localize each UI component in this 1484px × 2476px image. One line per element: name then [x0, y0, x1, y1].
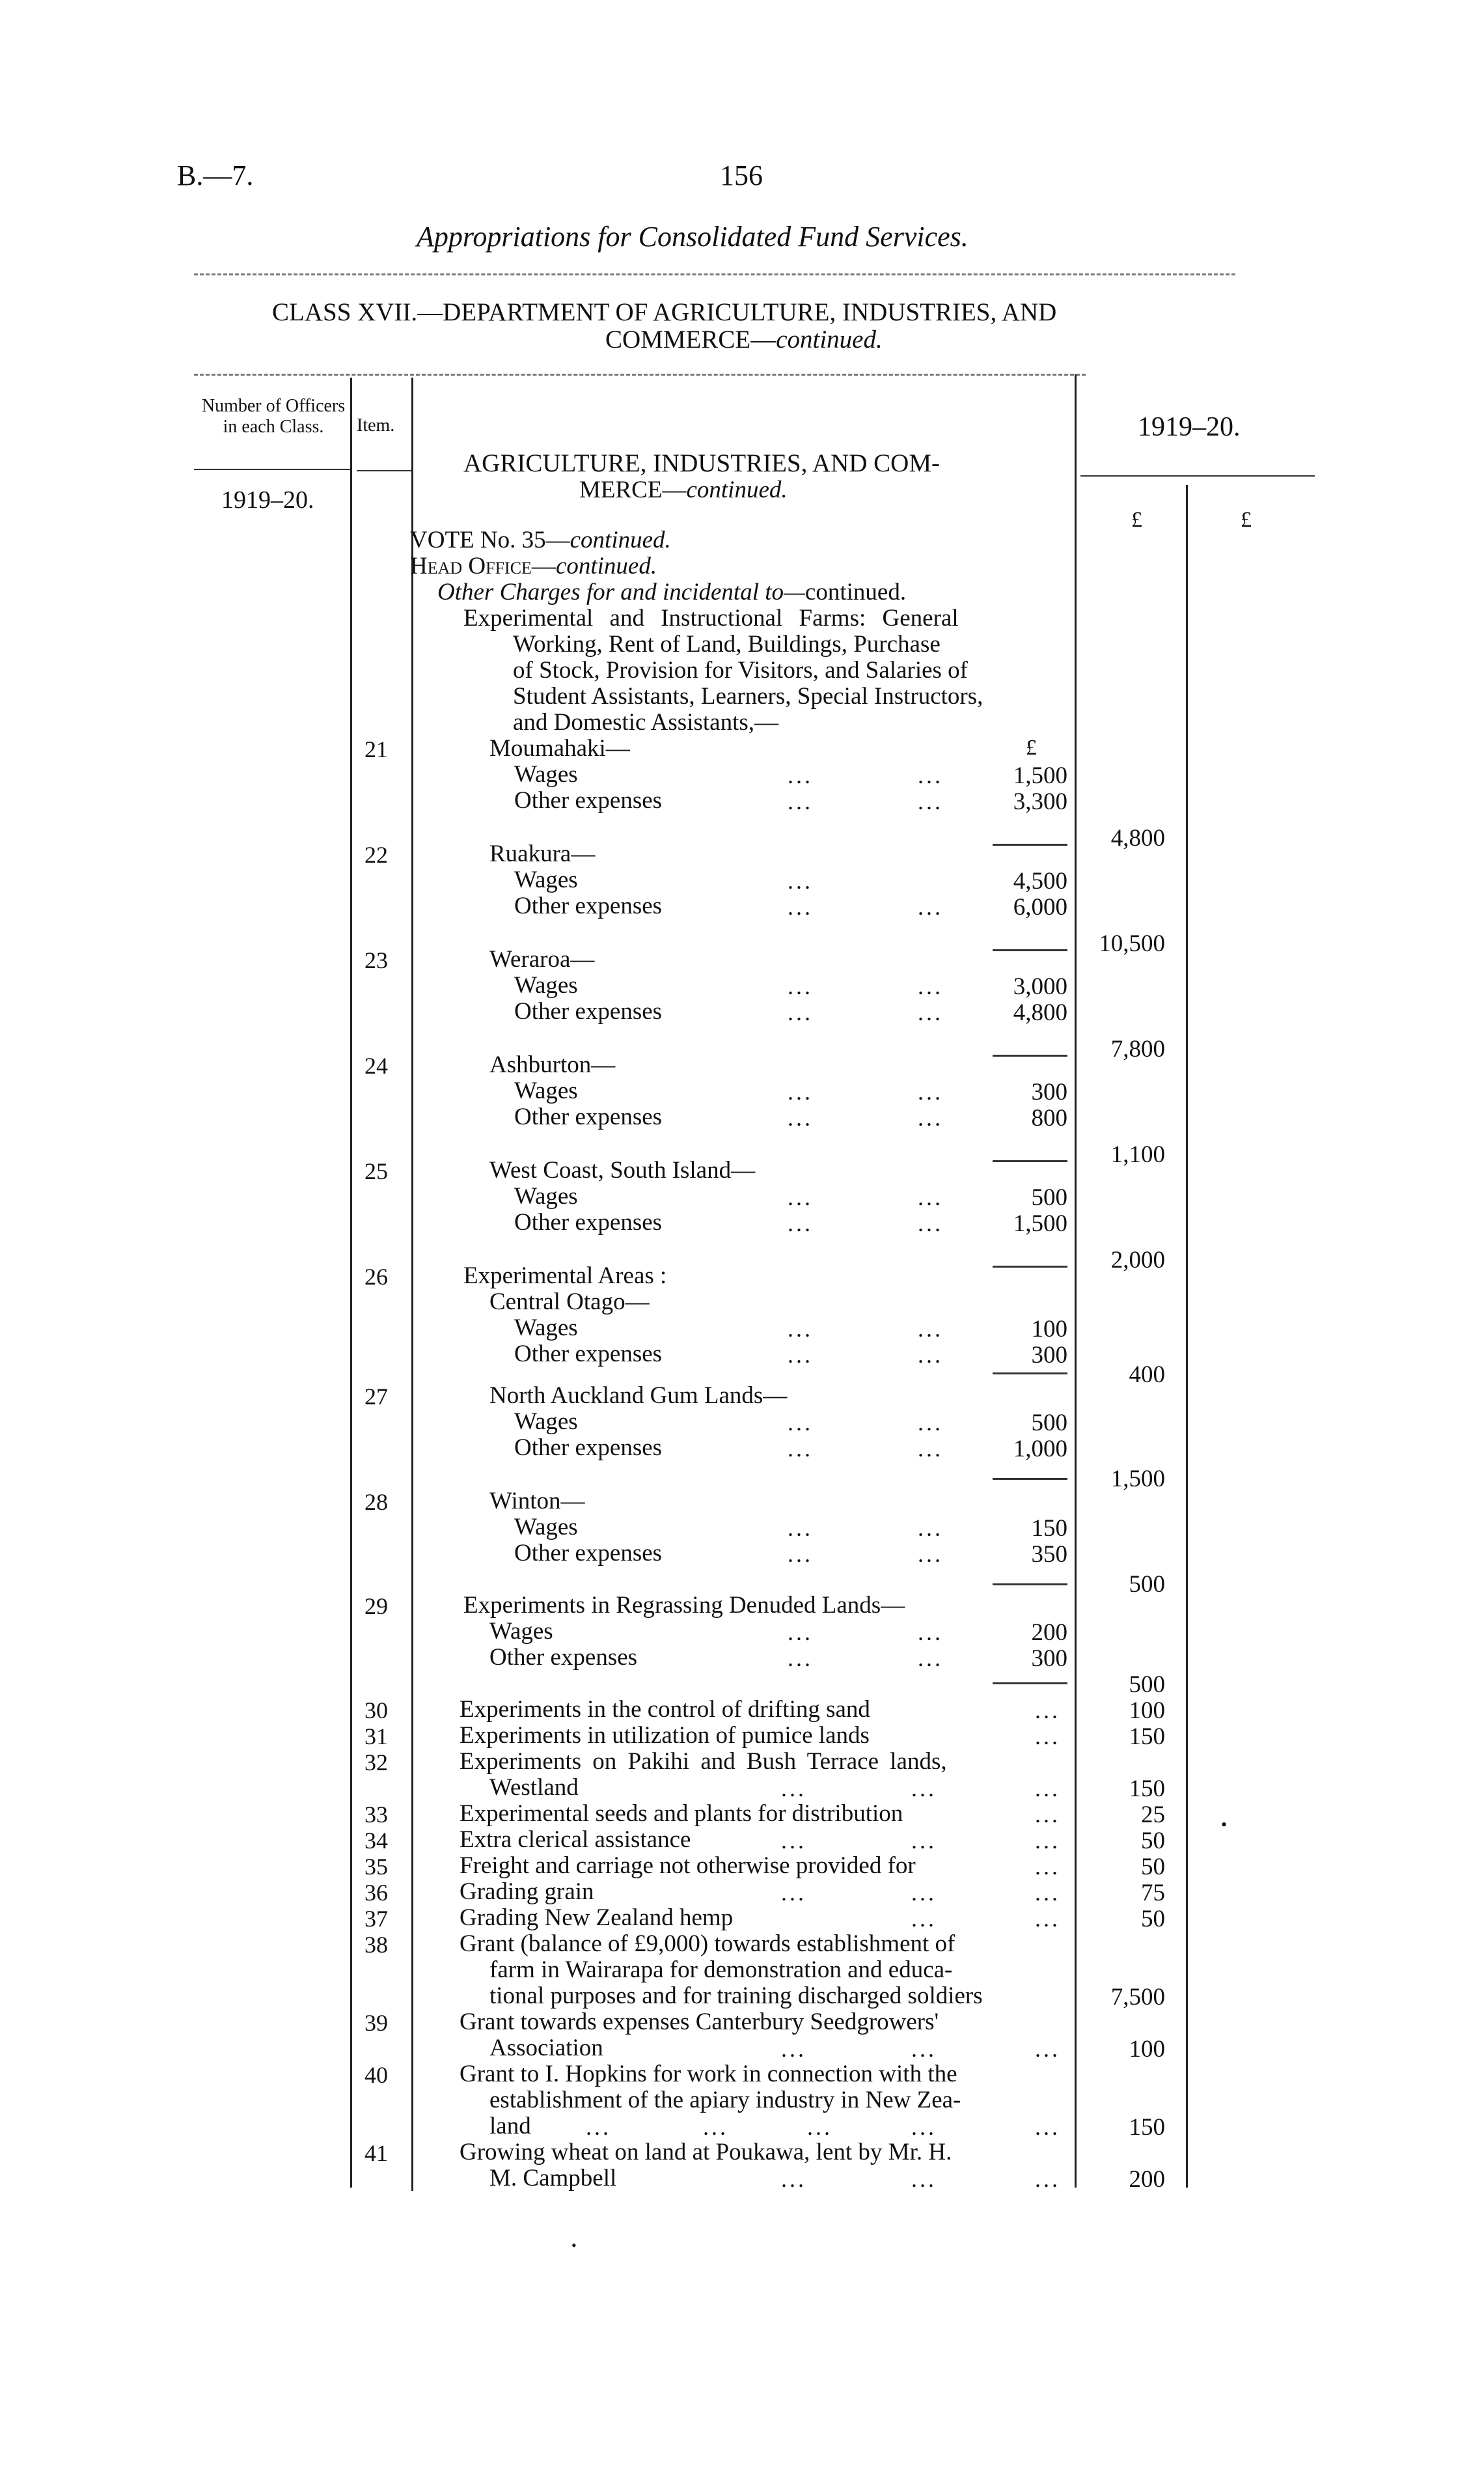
item-header-rule [357, 470, 412, 471]
officers-header-rule [194, 469, 350, 470]
leader-dots: ... [918, 1342, 943, 1368]
leader-dots: ... [788, 1410, 813, 1436]
leader-dots: ... [703, 2114, 728, 2140]
item-description: Grant to I. Hopkins for work in connection with the [460, 2061, 957, 2087]
other-amount: 1,500 [1013, 1210, 1067, 1237]
wages-label: Wages [514, 1183, 578, 1210]
leader-dots: ... [918, 894, 943, 920]
class-dashed-rule [194, 374, 1086, 376]
leader-dots: ... [788, 1541, 813, 1567]
item-description: Grading grain [460, 1878, 594, 1905]
other-amount: 3,300 [1013, 788, 1067, 815]
wages-label: Wages [489, 1618, 553, 1645]
wages-label: Wages [514, 867, 578, 893]
leader-dots: ... [918, 999, 943, 1025]
item-number: 39 [364, 2010, 388, 2036]
leader-dots: ... [918, 1619, 943, 1645]
item-total: 7,800 [1110, 1036, 1165, 1063]
item-description-cont: Westland [489, 1774, 579, 1801]
total-column-rule [1186, 485, 1188, 2188]
item-description: Freight and carriage not otherwise provided for [460, 1852, 916, 1879]
text-column-rule [1075, 374, 1077, 2188]
leader-dots: ... [911, 1906, 937, 1932]
item-total: 50 [1141, 1854, 1165, 1880]
item-description-cont: tional purposes and for training discharged soldiers [489, 1982, 983, 2009]
other-expenses-label: Other expenses [514, 1209, 663, 1236]
other-expenses-label: Other expenses [514, 998, 663, 1025]
leader-dots: ... [781, 1775, 806, 1801]
leader-dots: ... [1035, 1697, 1060, 1723]
other-amount: 300 [1031, 1645, 1067, 1672]
section-title-line1: AGRICULTURE, INDUSTRIES, AND COM- [463, 449, 941, 477]
other-amount: 6,000 [1013, 894, 1067, 921]
farms-heading-1: Experimental and Instructional Farms: General [463, 605, 959, 632]
farm-name: Ashburton— [489, 1051, 616, 1078]
wages-label: Wages [514, 1514, 578, 1540]
leader-dots: ... [918, 1316, 943, 1342]
leader-dots: ... [788, 788, 813, 814]
pound-sub-column: £ [1026, 736, 1037, 760]
document-ref: B.—7. [177, 160, 254, 191]
farms-heading-4: Student Assistants, Learners, Special Instructors, [513, 683, 983, 710]
item-number: 21 [364, 736, 388, 762]
item-total: 50 [1141, 1828, 1165, 1854]
other-expenses-label: Other expenses [514, 1104, 663, 1130]
item-number: 31 [364, 1723, 388, 1749]
other-amount: 1,000 [1013, 1436, 1067, 1462]
other-expenses-label: Other expenses [489, 1644, 638, 1671]
item-total: 500 [1129, 1671, 1165, 1698]
leader-dots: ... [918, 1436, 943, 1462]
wages-label: Wages [514, 1408, 578, 1435]
leader-dots: ... [1035, 1801, 1060, 1828]
wages-amount: 200 [1031, 1619, 1067, 1646]
stray-mark: • [1221, 1815, 1228, 1834]
item-total: 7,500 [1110, 1984, 1165, 2010]
leader-dots: ... [788, 1342, 813, 1368]
farm-name: Weraroa— [489, 946, 595, 973]
item-description-cont: establishment of the apiary industry in New Zea- [489, 2087, 961, 2113]
leader-dots: ... [807, 2114, 832, 2140]
regrassing-name: Experiments in Regrassing Denuded Lands— [463, 1592, 905, 1619]
leader-dots: ... [918, 1210, 943, 1236]
item-number: 25 [364, 1158, 388, 1184]
wages-amount: 150 [1031, 1515, 1067, 1542]
item-number: 28 [364, 1489, 388, 1515]
wages-amount: 3,000 [1013, 973, 1067, 1000]
year-left: 1919–20. [221, 486, 314, 514]
leader-dots: ... [911, 2036, 937, 2062]
wages-label: Wages [514, 1078, 578, 1104]
item-description: Growing wheat on land at Poukawa, lent by Mr. H. [460, 2139, 952, 2165]
item-total: 50 [1141, 1906, 1165, 1932]
year-right-rule [1080, 475, 1315, 477]
leader-dots: ... [788, 1515, 813, 1541]
item-column-header: Item. [357, 415, 395, 436]
wages-amount: 300 [1031, 1079, 1067, 1106]
other-expenses-label: Other expenses [514, 1341, 663, 1367]
farms-heading-3: of Stock, Provision for Visitors, and Salaries of [513, 657, 969, 684]
item-number: 35 [364, 1854, 388, 1880]
item-total: 500 [1129, 1571, 1165, 1598]
other-amount: 800 [1031, 1105, 1067, 1132]
leader-dots: ... [911, 2114, 937, 2140]
item-total: 4,800 [1110, 825, 1165, 852]
leader-dots: ... [911, 1775, 937, 1801]
item-number: 30 [364, 1697, 388, 1723]
leader-dots: ... [781, 2036, 806, 2062]
leader-dots: ... [1035, 2114, 1060, 2140]
item-number: 32 [364, 1749, 388, 1775]
leader-dots: ... [788, 1184, 813, 1210]
item-number: 34 [364, 1828, 388, 1854]
other-amount: 4,800 [1013, 999, 1067, 1026]
other-expenses-label: Other expenses [514, 893, 663, 919]
item-total: 150 [1129, 1723, 1165, 1750]
farms-heading-5: and Domestic Assistants,— [513, 709, 779, 736]
leader-dots: ... [918, 1515, 943, 1541]
stray-mark: • [571, 2237, 577, 2253]
item-number: 29 [364, 1593, 388, 1619]
leader-dots: ... [781, 2166, 806, 2192]
wages-amount: 500 [1031, 1184, 1067, 1211]
item-description-cont: land [489, 2113, 531, 2139]
item-total: 2,000 [1110, 1247, 1165, 1273]
leader-dots: ... [1035, 1880, 1060, 1906]
item-number: 23 [364, 947, 388, 973]
leader-dots: ... [918, 1184, 943, 1210]
leader-dots: ... [788, 1105, 813, 1131]
leader-dots: ... [781, 1880, 806, 1906]
item-description: Experiments on Pakihi and Bush Terrace lands, [460, 1748, 947, 1775]
wages-amount: 4,500 [1013, 868, 1067, 895]
leader-dots: ... [788, 1210, 813, 1236]
leader-dots: ... [918, 762, 943, 788]
leader-dots: ... [911, 1880, 937, 1906]
leader-dots: ... [918, 973, 943, 999]
leader-dots: ... [788, 1645, 813, 1671]
leader-dots: ... [911, 1828, 937, 1854]
item-number: 27 [364, 1384, 388, 1410]
wages-amount: 1,500 [1013, 762, 1067, 789]
leader-dots: ... [1035, 2036, 1060, 2062]
leader-dots: ... [788, 1436, 813, 1462]
item-number: 26 [364, 1264, 388, 1290]
farm-name: Moumahaki— [489, 735, 630, 762]
item-description: Grant (balance of £9,000) towards establishment of [460, 1930, 955, 1957]
item-description: Experiments in the control of drifting sand [460, 1696, 870, 1723]
item-total: 1,500 [1110, 1466, 1165, 1492]
subtotal-rule [993, 1372, 1067, 1374]
other-amount: 300 [1031, 1342, 1067, 1369]
leader-dots: ... [1035, 1906, 1060, 1932]
head-office-line: Head Office—continued. [410, 553, 657, 579]
subtotal-rule [993, 1055, 1067, 1057]
item-total: 100 [1129, 1697, 1165, 1724]
subtotal-rule [993, 949, 1067, 951]
leader-dots: ... [918, 788, 943, 814]
item-total: 1,100 [1110, 1141, 1165, 1168]
area-name: Winton— [489, 1488, 585, 1514]
pound-column-2: £ [1241, 508, 1252, 532]
item-description: Experimental seeds and plants for distribution [460, 1800, 903, 1827]
page-title: Appropriations for Consolidated Fund Services. [417, 221, 969, 253]
item-total: 150 [1129, 2114, 1165, 2141]
class-heading-line1: CLASS XVII.—DEPARTMENT OF AGRICULTURE, INDUSTRIES, AND [272, 298, 1057, 326]
leader-dots: ... [788, 1619, 813, 1645]
leader-dots: ... [1035, 2166, 1060, 2192]
subtotal-rule [993, 844, 1067, 846]
other-charges-line: Other Charges for and incidental to—continued. [437, 579, 907, 605]
wages-amount: 500 [1031, 1410, 1067, 1436]
title-dashed-rule [194, 273, 1235, 275]
leader-dots: ... [1035, 1828, 1060, 1854]
leader-dots: ... [1035, 1723, 1060, 1749]
item-description: Experiments in utilization of pumice lands [460, 1722, 870, 1749]
item-total: 150 [1129, 1775, 1165, 1802]
page-number: 156 [720, 160, 763, 191]
leader-dots: ... [918, 1079, 943, 1105]
area-name: North Auckland Gum Lands— [489, 1382, 788, 1409]
item-description-cont: M. Campbell [489, 2165, 617, 2191]
item-number: 40 [364, 2062, 388, 2088]
item-number: 36 [364, 1880, 388, 1906]
item-description: Grading New Zealand hemp [460, 1904, 734, 1931]
leader-dots: ... [918, 1541, 943, 1567]
item-column-rule [411, 378, 413, 2191]
other-expenses-label: Other expenses [514, 1434, 663, 1461]
item-number: 33 [364, 1801, 388, 1828]
item-number: 24 [364, 1053, 388, 1079]
item-total: 100 [1129, 2036, 1165, 2063]
wages-amount: 100 [1031, 1316, 1067, 1342]
subtotal-rule [993, 1266, 1067, 1268]
leader-dots: ... [911, 2166, 937, 2192]
farm-name: Ruakura— [489, 841, 596, 867]
leader-dots: ... [1035, 1775, 1060, 1801]
vote-line: VOTE No. 35—continued. [410, 527, 671, 553]
item-number: 41 [364, 2140, 388, 2166]
item-total: 10,500 [1099, 930, 1165, 957]
leader-dots: ... [586, 2114, 611, 2140]
item-description-cont: Association [489, 2035, 603, 2061]
item-number: 22 [364, 842, 388, 868]
subtotal-rule [993, 1160, 1067, 1162]
class-heading-line2: COMMERCE—continued. [605, 326, 883, 354]
item-number: 38 [364, 1932, 388, 1958]
subtotal-rule [993, 1682, 1067, 1684]
item-total: 200 [1129, 2166, 1165, 2193]
item-description: Extra clerical assistance [460, 1826, 691, 1853]
farms-heading-2: Working, Rent of Land, Buildings, Purchase [513, 631, 941, 658]
leader-dots: ... [788, 973, 813, 999]
leader-dots: ... [788, 999, 813, 1025]
officers-column-header: Number of Officers in each Class. [201, 396, 346, 437]
other-amount: 350 [1031, 1541, 1067, 1568]
farm-name: West Coast, South Island— [489, 1157, 756, 1184]
subtotal-rule [993, 1583, 1067, 1585]
leader-dots: ... [1035, 1854, 1060, 1880]
section-title-line2: MERCE—continued. [579, 477, 788, 503]
item-total: 400 [1129, 1361, 1165, 1388]
officers-column-rule [350, 378, 352, 2188]
other-expenses-label: Other expenses [514, 1540, 663, 1566]
leader-dots: ... [788, 762, 813, 788]
subtotal-rule [993, 1478, 1067, 1480]
leader-dots: ... [781, 1828, 806, 1854]
wages-label: Wages [514, 761, 578, 788]
leader-dots: ... [788, 894, 813, 920]
experimental-areas-heading: Experimental Areas : [463, 1262, 667, 1289]
item-number: 37 [364, 1906, 388, 1932]
pound-column-1: £ [1131, 508, 1142, 532]
year-right: 1919–20. [1138, 412, 1241, 442]
leader-dots: ... [788, 868, 813, 894]
wages-label: Wages [514, 972, 578, 999]
item-description-cont: farm in Wairarapa for demonstration and educa- [489, 1956, 953, 1983]
item-description: Grant towards expenses Canterbury Seedgrowers' [460, 2009, 939, 2035]
area-name: Central Otago— [489, 1288, 650, 1315]
other-expenses-label: Other expenses [514, 787, 663, 814]
leader-dots: ... [918, 1410, 943, 1436]
leader-dots: ... [918, 1645, 943, 1671]
item-total: 25 [1141, 1801, 1165, 1828]
leader-dots: ... [788, 1079, 813, 1105]
leader-dots: ... [918, 1105, 943, 1131]
leader-dots: ... [788, 1316, 813, 1342]
wages-label: Wages [514, 1315, 578, 1341]
item-total: 75 [1141, 1880, 1165, 1906]
